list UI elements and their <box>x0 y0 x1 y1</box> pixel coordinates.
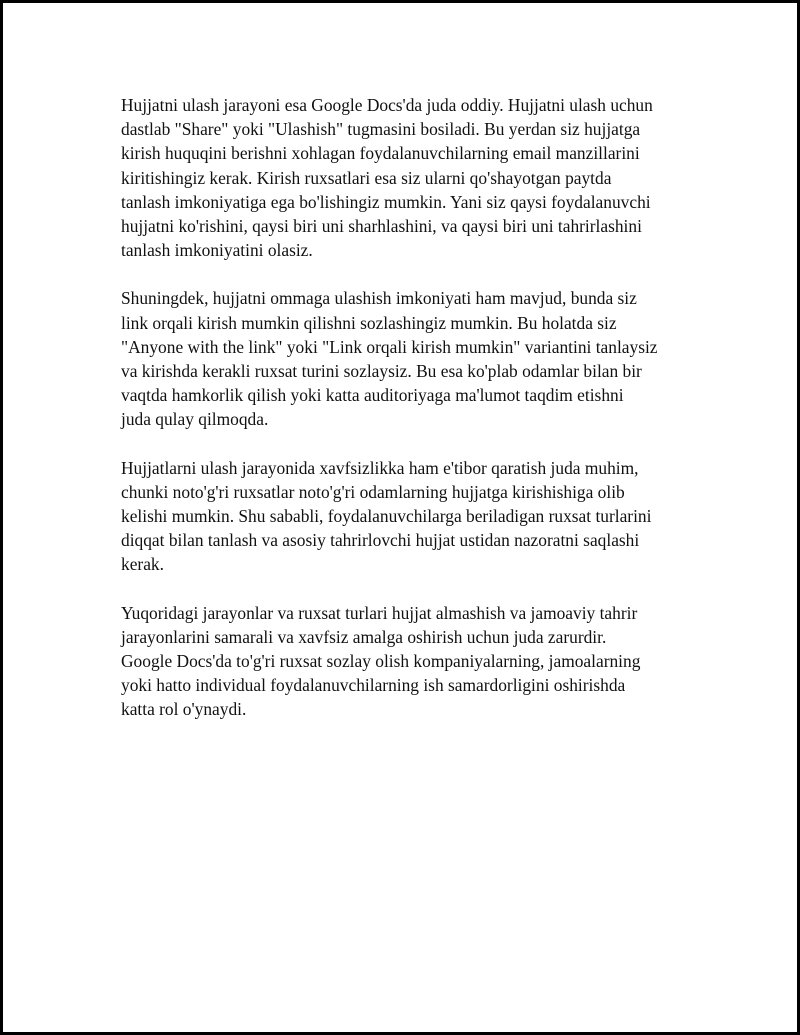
paragraph-4: Yuqoridagi jarayonlar va ruxsat turlari hujjat almashish va jamoaviy tahrir jarayonlarini samarali va xavfsiz amalga oshirish uchun juda zarurdir. Google Docs'da to'g'ri ruxsat sozlay olish kompaniyalarning, jamoalarning yoki hatto individual foydalanuvchilarning ish samardorligini oshirishda katta rol o'ynaydi. <box>121 602 641 720</box>
paragraph-1: Hujjatni ulash jarayoni esa Google Docs'da juda oddiy. Hujjatni ulash uchun dastlab "Share" yoki "Ulashish" tugmasini bosiladi. Bu yerdan siz hujjatga kirish huquqini berishni xohlagan foydalanuvchilarning email manzillarini kiritishingiz kerak. Kirish ruxsatlari esa siz ularni qo'shayotgan paytda tanlash imkoniyatiga ega bo'lishingiz mumkin. Yani siz qaysi foydalanuvchi hujjatni ko'rishini, qaysi biri uni sharhlashini, va qaysi biri uni tahrirlashini tanlash imkoniyatini olasiz. <box>121 95 653 261</box>
paragraph-2: Shuningdek, hujjatni ommaga ulashish imkoniyati ham mavjud, bunda siz link orqali kirish mumkin qilishni sozlashingiz mumkin. Bu holatda siz "Anyone with the link" yoki "Link orqali kirish mumkin" variantini tanlaysiz va kirishda kerakli ruxsat turini sozlaysiz. Bu esa ko'plab odamlar bilan bir vaqtda hamkorlik qilish yoki katta auditoriyaga ma'lumot taqdim etishni juda qulay qilmoqda. <box>121 288 658 430</box>
paragraph-3: Hujjatlarni ulash jarayonida xavfsizlikka ham e'tibor qaratish juda muhim, chunki noto'g'ri ruxsatlar noto'g'ri odamlarning hujjatga kirishishiga olib kelishi mumkin. Shu sababli, foydalanuvchilarga beriladigan ruxsat turlarini diqqat bilan tanlash va asosiy tahrirlovchi hujjat ustidan nazoratni saqlashi kerak. <box>121 457 652 575</box>
document-body <box>121 93 701 746</box>
